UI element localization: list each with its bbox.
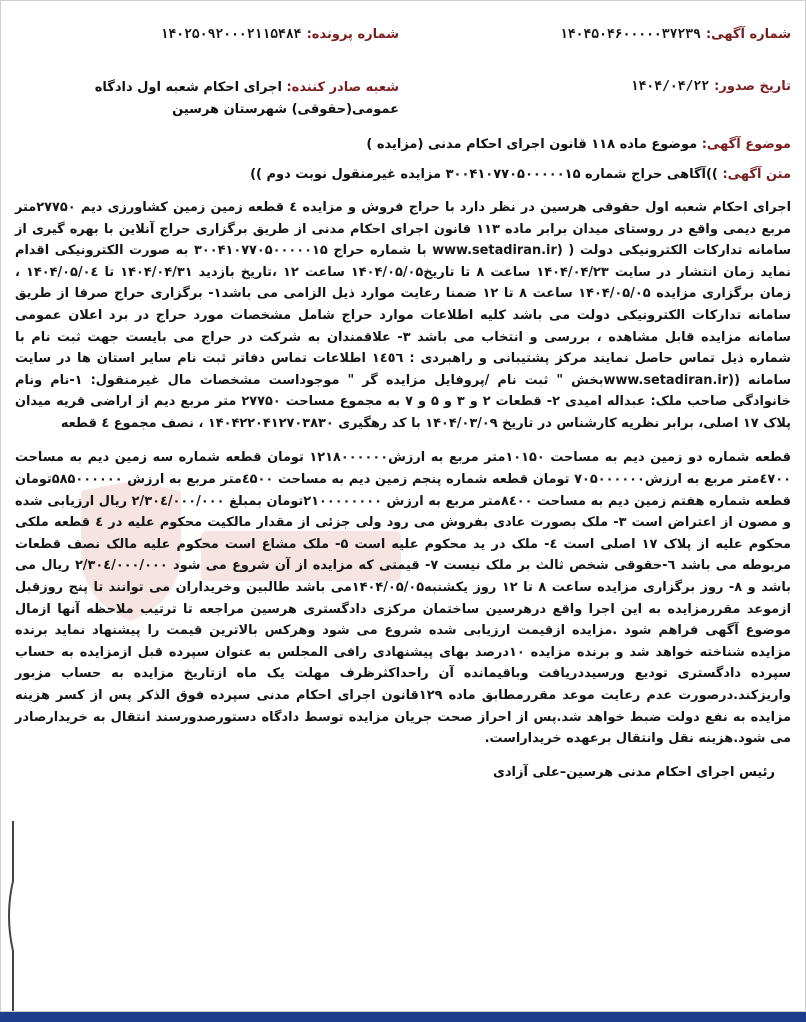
signature: رئیس اجرای احکام مدنی هرسین–علی آزادی (492, 764, 775, 780)
issuer-label: شعبه صادر کننده: (286, 80, 399, 95)
case-number-label: شماره پرونده: (306, 27, 399, 42)
subject-line (15, 135, 791, 155)
issuer-field (17, 77, 399, 121)
scroll-edge-icon (3, 821, 15, 1011)
case-number: ۱۴۰۲۵۰۹۲۰۰۰۲۱۱۵۴۸۴ (160, 27, 302, 42)
header-row-2 (15, 49, 791, 117)
notice-label: متن آگهی: (722, 167, 791, 182)
header-row-1 (15, 23, 791, 49)
notice-title: ))آگاهی حراج شماره ۳۰۰۴۱۰۷۷۰۵۰۰۰۰۰۱۵ مزایده غیرمنقول نوبت دوم )) (250, 167, 718, 182)
notice-number-label: شماره آگهی: (705, 27, 791, 42)
notice-paragraph-2: قطعه شماره دو زمین دیم به مساحت ۱۰۱۵۰متر مربع به ارزش۱۲۱۸۰۰۰۰۰۰ تومان قطعه شماره سه زمین دیم به مساحت ٤۷۰۰متر مربع به ارزش۷۰۵۰۰۰۰۰۰ تومان قطعه شماره پنجم زمین دیم به مساحت ٤۵۰۰متر مربع به ارزش ۵۸۵۰۰۰۰۰۰تومان قطعه شماره هفتم زمین دیم به مساحت ۸٤۰۰متر مربع به ارزش ۲۱۰۰۰۰۰۰۰۰تومان بمبلغ ۲/۳۰٤/۰۰۰/۰۰۰ ریال ارزیابی شده و مصون از اعتراض است ۳- ملک بصورت عادی بفروش می رود ولی جزئی از مقدار مالکیت محکوم علیه در ٤ قطعه ملکی محکوم علیه از پلاک ۱۷ اصلی است ٤- ملک در ید محکوم علیه است ۵- ملک مشاع است محکوم علیه مالک نصف قطعات مربوطه می باشد ٦-حقوقی شخص ثالث بر ملک نیست ۷- قیمتی که مزایده از آن شروع می شود ۲/۳۰٤/۰۰۰/۰۰۰ ریال می باشد و ۸- روز برگزاری مزایده ساعت ۸ تا ۱۲ روز یکشنبه۱۴۰۴/۰۵/۰۵می باشد طالبین وخریداران می توانند تا پنج روزقبل ازموعد مقررمزایده به این اجرا واقع درهرسین ساختمان مرکزی دادگستری هرسین مراجعه تا ترتیب ملاحظه آنها ازمال موضوع آگهی فراهم شود .مزایده ازقیمت ارزیابی شده شروع می شود وهرکس بالاترین قیمت را پیشنهاد نماید برنده مزایده شناخته خواهد شد و برنده مزایده ۱۰درصد بهای پیشنهادی رافی المجلس به عنوان سپرده قبل ازمزایده به حساب سپرده دادگستری تودیع ورسیددریافت وباقیمانده آن راحداکثرظرف مهلت یک ماه ازتاریخ مزایده به حساب مزبور واریزکند.درصورت عدم رعایت موعد مقررمطابق ماده ۱۲۹قانون اجرای احکام مدنی سپرده فوق الذکر پس از کسر هزینه مزایده به نفع دولت ضبط خواهد شد.پس از احراز صحت جریان مزایده توسط دادگاه دستورصدورسند انتقال به خریدارصادر می شود.هزینه نقل وانتقال برعهده خریداراست. (15, 450, 792, 747)
notice-number-field (560, 23, 791, 42)
subject-text: موضوع ماده ۱۱۸ قانون اجرای احکام مدنی (مزایده ) (366, 137, 698, 152)
issue-date: ۱۴۰۴/۰۴/۲۲ (630, 79, 710, 94)
notice-body (15, 23, 791, 783)
notice-paragraph-1: اجرای احکام شعبه اول حقوقی هرسین در نظر دارد با حراج فروش و مزایده ٤ قطعه زمین زمین کشاورزی دیم ۲۷۷۵۰متر مربع دیمی واقع در روستای میدان برابر ماده ۱۱۳ قانون اجرای احکام مدنی از طریق برگزاری حراج آنلاین با بهره گیری از سامانه تدارکات الکترونیکی دولت ( (www.setadiran.ir با شماره حراج ۳۰۰۴۱۰۷۷۰۵۰۰۰۰۰۱۵ به صورت الکترونیکی اقدام نماید زمان انتشار در سایت ۱۴۰۴/۰۴/۲۳ ساعت ۸ تا تاریخ۱۴۰۴/۰۵/۰۵ ساعت ۱۲ ،تاریخ بازدید ۱۴۰۴/۰۴/۳۱ تا ۱۴۰۴/۰۵/۰٤ ، زمان برگزاری مزایده ۱۴۰۴/۰۵/۰۵ ساعت ۸ تا ۱۲ ضمنا رعایت موارد ذیل الزامی می باشد۱- برگزاری حراج صرفا از طریق سامانه تدارکات الکترونیکی دولت می باشد کلیه اطلاعات موارد حراج شامل مشخصات مورد حراج در برد اعلان عمومی سامانه مزایده قابل مشاهده ، بررسی و انتخاب می باشد ۳- علاقمندان به شرکت در حراج می بایست جهت ثبت نام با شماره ذیل تماس حاصل نمایند مرکز پشتیبانی و راهبردی : ۱٤٥٦ اطلاعات تماس دفاتر ثبت نام سایر استان ها در سایت سامانه ((www.setadiran.irبخش " ثبت نام /پروفایل مزایده گر " موجوداست مشخصات مال غیرمنقول: ۱-نام ونام خانوادگی صاحب ملک: عبداله امیدی ۲- قطعات ۲ و ۳ و ۵ و ۷ به مجموع مساحت ۲۷۷۵۰ متر مربع دیم از اراضی قریه میدان پلاک ۱۷ اصلی، برابر نظریه کارشناس در تاریخ ۱۴۰۴/۰۳/۰۹ با کد رهگیری ۱۴۰۴۲۲۰۴۱۲۷۰۳۸۳۰ ، نصف مجموع ٤ قطعه (15, 200, 792, 431)
issuer-name: اجرای احکام شعبه اول دادگاه عمومی(حقوقی) شهرستان هرسین (94, 80, 399, 117)
issue-date-field (631, 75, 791, 94)
bottom-bar (0, 1012, 806, 1022)
subject-label: موضوع آگهی: (701, 137, 791, 152)
notice-title-line (15, 165, 791, 185)
case-number-field (17, 23, 399, 42)
notice-number: ۱۴۰۴۵۰۴۶۰۰۰۰۰۳۷۲۳۹ (560, 27, 701, 42)
issue-date-label: تاریخ صدور: (714, 79, 791, 94)
